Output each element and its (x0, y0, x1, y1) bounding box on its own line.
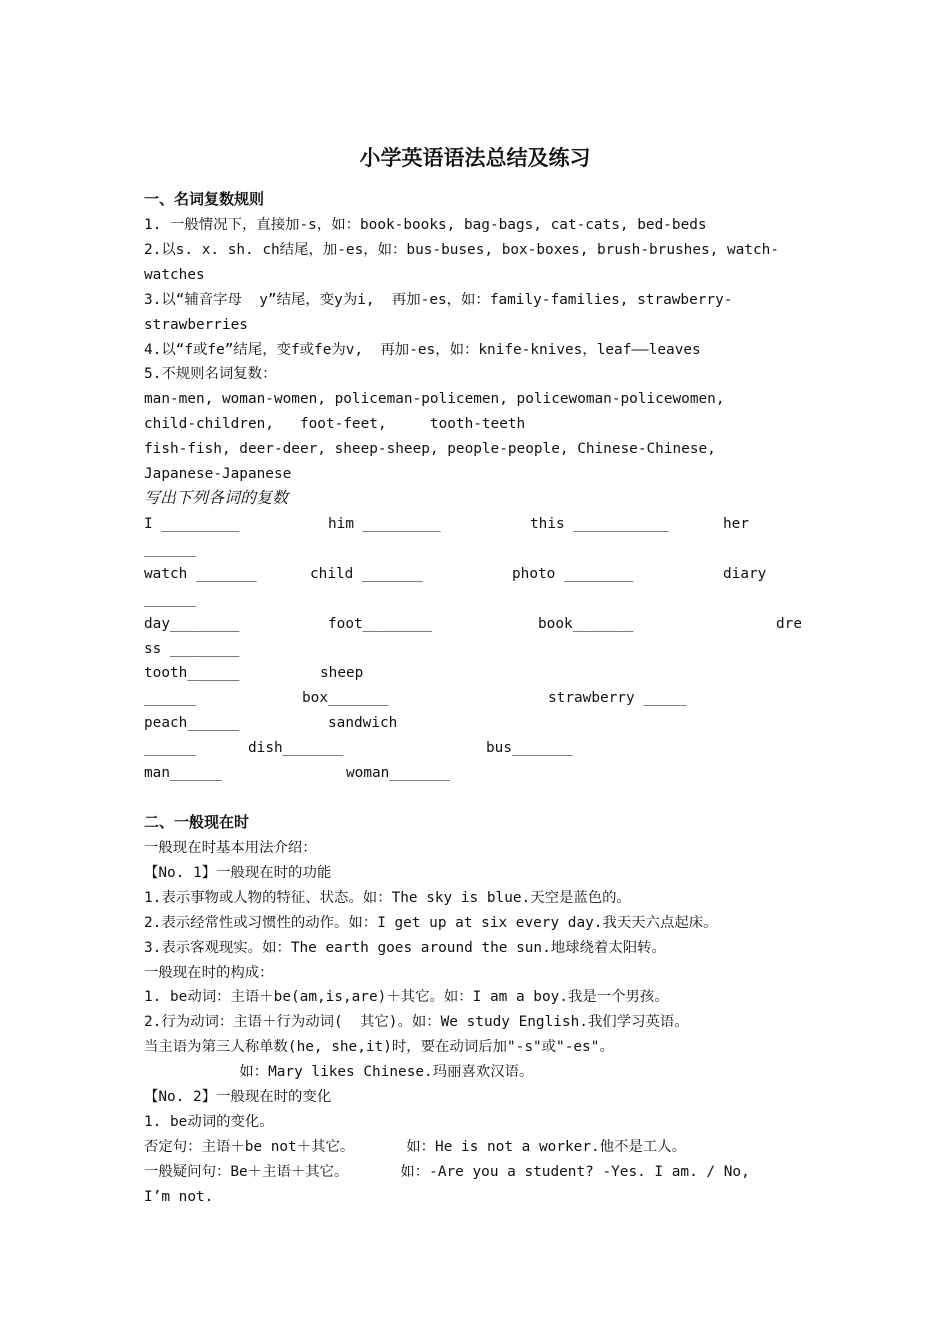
section-heading-plural-rules: 一、名词复数规则 (144, 190, 265, 208)
exercise-blank: photo ________ (512, 565, 634, 582)
exercise-blank: ______ (144, 540, 196, 557)
tense-line: 1. be动词的变化。 (144, 1113, 274, 1130)
exercise-blank: sheep (320, 665, 364, 682)
tense-line: 一般现在时的构成： (144, 964, 274, 981)
exercise-blank: this ___________ (530, 516, 669, 532)
exercise-blank: man______ (144, 765, 222, 781)
rule-line: fish-fish, deer-deer, sheep-sheep, people-people, Chinese-Chinese, (144, 441, 716, 458)
exercise-title: 写出下列各词的复数 (144, 488, 289, 507)
tense-line: 3.表示客观现实。如：The earth goes around the sun.地球绕着太阳转。 (144, 939, 666, 956)
exercise-blank: strawberry _____ (548, 690, 687, 707)
tense-line: 2.表示经常性或习惯性的动作。如：I get up at six every day.我天天六点起床。 (144, 914, 718, 931)
tense-line: 一般疑问句：Be＋主语＋其它。 如：-Are you a student? -Yes. I am. / No, (144, 1163, 750, 1180)
exercise-blank: ss ________ (144, 640, 240, 657)
rule-line: man-men, woman-women, policeman-policemen, policewoman-policewomen, (144, 391, 725, 408)
tense-line: I’m not. (144, 1188, 214, 1205)
rule-line: Japanese-Japanese (144, 466, 292, 482)
exercise-blank: foot________ (328, 615, 432, 632)
exercise-blank: her (723, 516, 749, 532)
exercise-blank: ______ (144, 590, 196, 607)
rule-line: strawberries (144, 316, 248, 333)
tense-line: 一般现在时基本用法介绍： (144, 840, 317, 856)
exercise-blank: woman_______ (346, 765, 450, 781)
rule-line: 4.以“f或fe”结尾，变f或fe为v, 再加-es，如：knife-knives，leaf——leaves (144, 341, 701, 358)
exercise-blank: watch _______ (144, 565, 257, 582)
section-heading-present-tense: 二、一般现在时 (144, 813, 250, 831)
rule-line: 3.以“辅音字母 y”结尾，变y为i, 再加-es，如：family-families, strawberry- (144, 291, 733, 308)
tense-line: 1.表示事物或人物的特征、状态。如：The sky is blue.天空是蓝色的。 (144, 889, 631, 906)
exercise-blank: child _______ (310, 565, 423, 582)
exercise-blank: him _________ (328, 516, 441, 532)
exercise-blank: sandwich (328, 715, 398, 732)
tense-line: 【No. 2】一般现在时的变化 (144, 1089, 332, 1105)
exercise-blank: ______ (144, 690, 196, 707)
exercise-blank: I _________ (144, 516, 240, 532)
exercise-blank: bus_______ (486, 740, 573, 757)
exercise-blank: book_______ (538, 615, 634, 632)
document-title: 小学英语语法总结及练习 (359, 146, 591, 170)
rule-line: watches (144, 266, 205, 283)
rule-line: child-children, foot-feet, tooth-teeth (144, 416, 526, 433)
exercise-blank: box_______ (302, 690, 389, 707)
tense-line: 1. be动词：主语＋be(am,is,are)＋其它。如：I am a boy.我是一个男孩。 (144, 989, 669, 1006)
exercise-blank: day________ (144, 615, 240, 632)
rule-line: 5.不规则名词复数： (144, 366, 277, 383)
exercise-blank: dre (776, 615, 802, 632)
tense-line: 否定句：主语＋be not＋其它。 如：He is not a worker.他不是工人。 (144, 1138, 687, 1155)
exercise-blank: ______ (144, 740, 196, 757)
exercise-blank: tooth______ (144, 665, 240, 682)
tense-line: 【No. 1】一般现在时的功能 (144, 864, 332, 881)
exercise-blank: dish_______ (248, 740, 344, 757)
exercise-blank: peach______ (144, 715, 240, 732)
rule-line: 2.以s. x. sh. ch结尾，加-es，如：bus-buses, box-boxes, brush-brushes, watch- (144, 241, 779, 258)
tense-line: 当主语为第三人称单数(he, she,it)时，要在动词后加"-s"或"-es"。 (144, 1039, 614, 1056)
exercise-blank: diary (723, 565, 767, 582)
rule-line: 1. 一般情况下，直接加-s，如：book-books, bag-bags, cat-cats, bed-beds (144, 217, 707, 233)
tense-line: 如：Mary likes Chinese.玛丽喜欢汉语。 (144, 1064, 534, 1081)
tense-line: 2.行为动词：主语＋行为动词( 其它)。如：We study English.我们学习英语。 (144, 1014, 689, 1031)
